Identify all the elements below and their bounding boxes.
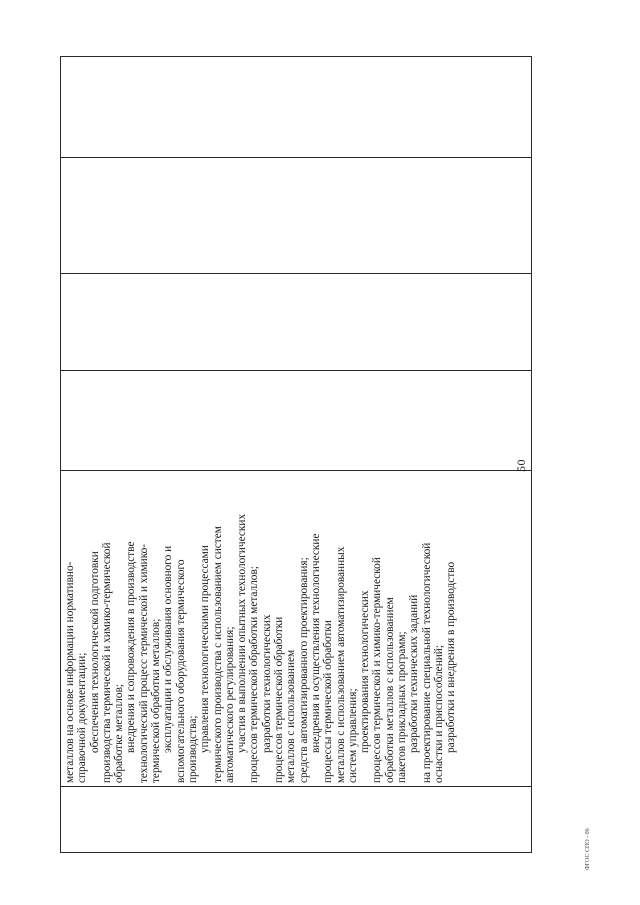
text-line: металлов на основе информации нормативно- [64,561,76,783]
text-line: внедрения и сопровождения в производстве [125,541,138,753]
table-border-top [60,56,532,57]
text-line: металлов с использованием автоматизированных [334,546,347,783]
text-line: систем управления; [346,688,359,783]
text-line: разработки технических заданий [408,594,421,753]
text-line: процессов термической обработки металлов; [248,566,261,783]
text-line: термической обработки металлов; [150,618,163,783]
text-line: проектирования технологических [359,590,372,753]
text-line: разработки технологических [260,614,273,753]
text-line: средств автоматизированного проектирования; [297,557,310,783]
text-line: справочной документации; [76,652,89,783]
text-line: пакетов прикладных программ; [396,631,409,783]
text-line: внедрения и осуществления технологические [309,533,322,753]
text-line: управления технологическими процессами [199,545,212,753]
text-line: процессы термической обработки [322,620,335,783]
text-line: технологический процесс термической и химико- [137,543,150,783]
table-border-left [60,56,61,853]
page-number: 50 [514,459,528,472]
table-border-right [531,56,532,853]
text-line: оснастки и приспособлений; [432,645,445,783]
text-line: процессов термической и химико-термической [371,557,384,783]
table-border-bottom [60,852,532,853]
text-line: производства термической и химико-термической [100,542,113,783]
text-line: процессов термической обработки [273,616,286,783]
table-row-divider [60,786,532,787]
text-line: разработки и внедрения в производство [445,561,458,753]
text-line: эксплуатации и обслуживания основного и [162,545,175,753]
text-line: участия в выполнении опытных технологических [236,513,249,753]
text-line: производства; [186,715,199,783]
text-line: обработке металлов; [113,683,126,783]
text-line: обработки металлов с использованием [383,597,396,783]
competency-text-cell [64,253,504,783]
text-line: на проектирование специальной технологической [420,542,433,783]
text-line: металлов с использованием [285,649,298,783]
footer-code: ФГОС СПО - 06 [585,828,591,870]
text-line: вспомогательного оборудования термического [174,559,187,783]
table-row-divider [60,157,532,158]
text-line: автоматического регулирования; [223,626,236,783]
text-line: термического производства с использованием систем [211,526,224,783]
text-line: обеспечения технологической подготовки [88,551,101,753]
